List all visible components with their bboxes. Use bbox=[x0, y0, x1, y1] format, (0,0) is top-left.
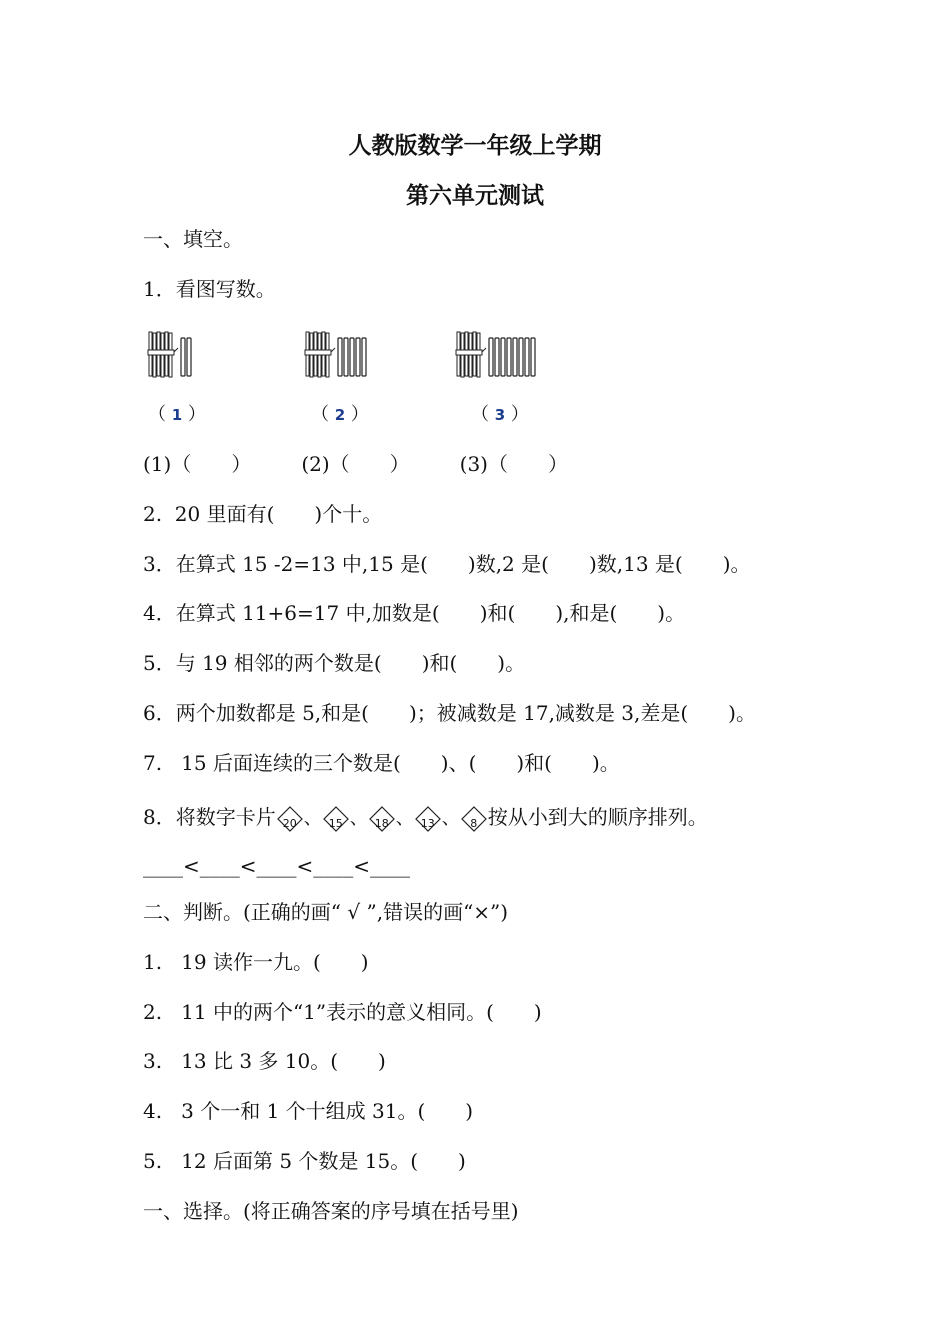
number-card bbox=[415, 806, 441, 832]
question-5: 5．与 19 相邻的两个数是( )和( )。 bbox=[143, 651, 526, 675]
number-card-value: 18 bbox=[374, 816, 389, 830]
card-separator: 、 bbox=[441, 808, 460, 829]
number-card bbox=[369, 806, 395, 832]
order-line: ____<____<____<____<____ bbox=[143, 854, 411, 878]
question-3: 3．在算式 15 -2=13 中,15 是( )数,2 是( )数,13 是( )。 bbox=[143, 552, 751, 576]
question-2: 2. 20 里面有( )个十。 bbox=[143, 502, 383, 526]
question-8 bbox=[143, 804, 708, 832]
page-title: 人教版数学一年级上学期 bbox=[348, 133, 602, 159]
question-6: 6．两个加数都是 5,和是( )；被减数是 17,减数是 3,差是( )。 bbox=[143, 701, 756, 725]
judge-item-3: 3. 13 比 3 多 10。( ) bbox=[143, 1049, 386, 1073]
number-card-value: 13 bbox=[420, 816, 435, 830]
question-8-suffix: 按从小到大的顺序排列。 bbox=[487, 805, 708, 829]
section1-heading: 一、填空。 bbox=[143, 227, 243, 251]
section3-heading: 一、选择。(将正确答案的序号填在括号里) bbox=[143, 1199, 519, 1223]
card-separator: 、 bbox=[303, 808, 322, 829]
picture-label-3: （ 3 ） bbox=[471, 404, 529, 425]
card-separator: 、 bbox=[395, 808, 414, 829]
question-1: 1．看图写数。 bbox=[143, 277, 276, 301]
number-card-value: 20 bbox=[282, 816, 297, 830]
judge-item-5: 5. 12 后面第 5 个数是 15。( ) bbox=[143, 1149, 466, 1173]
number-cards bbox=[276, 805, 488, 829]
card-separator: 、 bbox=[349, 808, 368, 829]
stick-bundle-image bbox=[304, 328, 384, 380]
picture-label-2: （ 2 ） bbox=[311, 404, 369, 425]
judge-item-2: 2. 11 中的两个“1”表示的意义相同。( ) bbox=[143, 1000, 542, 1024]
question-4: 4．在算式 11+6=17 中,加数是( )和( ),和是( )。 bbox=[143, 601, 686, 625]
number-card-value: 15 bbox=[328, 816, 343, 830]
page-subtitle: 第六单元测试 bbox=[406, 183, 544, 209]
judge-item-1: 1. 19 读作一九。( ) bbox=[143, 950, 369, 974]
stick-picture-2 bbox=[304, 328, 384, 380]
picture-label-1: （ 1 ） bbox=[148, 404, 206, 425]
answers-line: (1)（ ） (2)（ ） (3)（ ） bbox=[143, 452, 568, 476]
stick-picture-3 bbox=[455, 328, 555, 380]
number-card bbox=[323, 806, 349, 832]
stick-bundle-image bbox=[147, 328, 207, 380]
judge-item-4: 4. 3 个一和 1 个十组成 31。( ) bbox=[143, 1099, 474, 1123]
stick-picture-1 bbox=[147, 328, 207, 380]
question-7: 7. 15 后面连续的三个数是( )、( )和( )。 bbox=[143, 751, 620, 775]
number-card bbox=[277, 806, 303, 832]
number-card-value: 8 bbox=[470, 816, 478, 830]
stick-bundle-image bbox=[455, 328, 555, 380]
question-8-prefix: 8．将数字卡片 bbox=[143, 805, 276, 829]
section2-heading: 二、判断。(正确的画“ √ ”,错误的画“×”) bbox=[143, 900, 509, 924]
number-card bbox=[461, 806, 487, 832]
